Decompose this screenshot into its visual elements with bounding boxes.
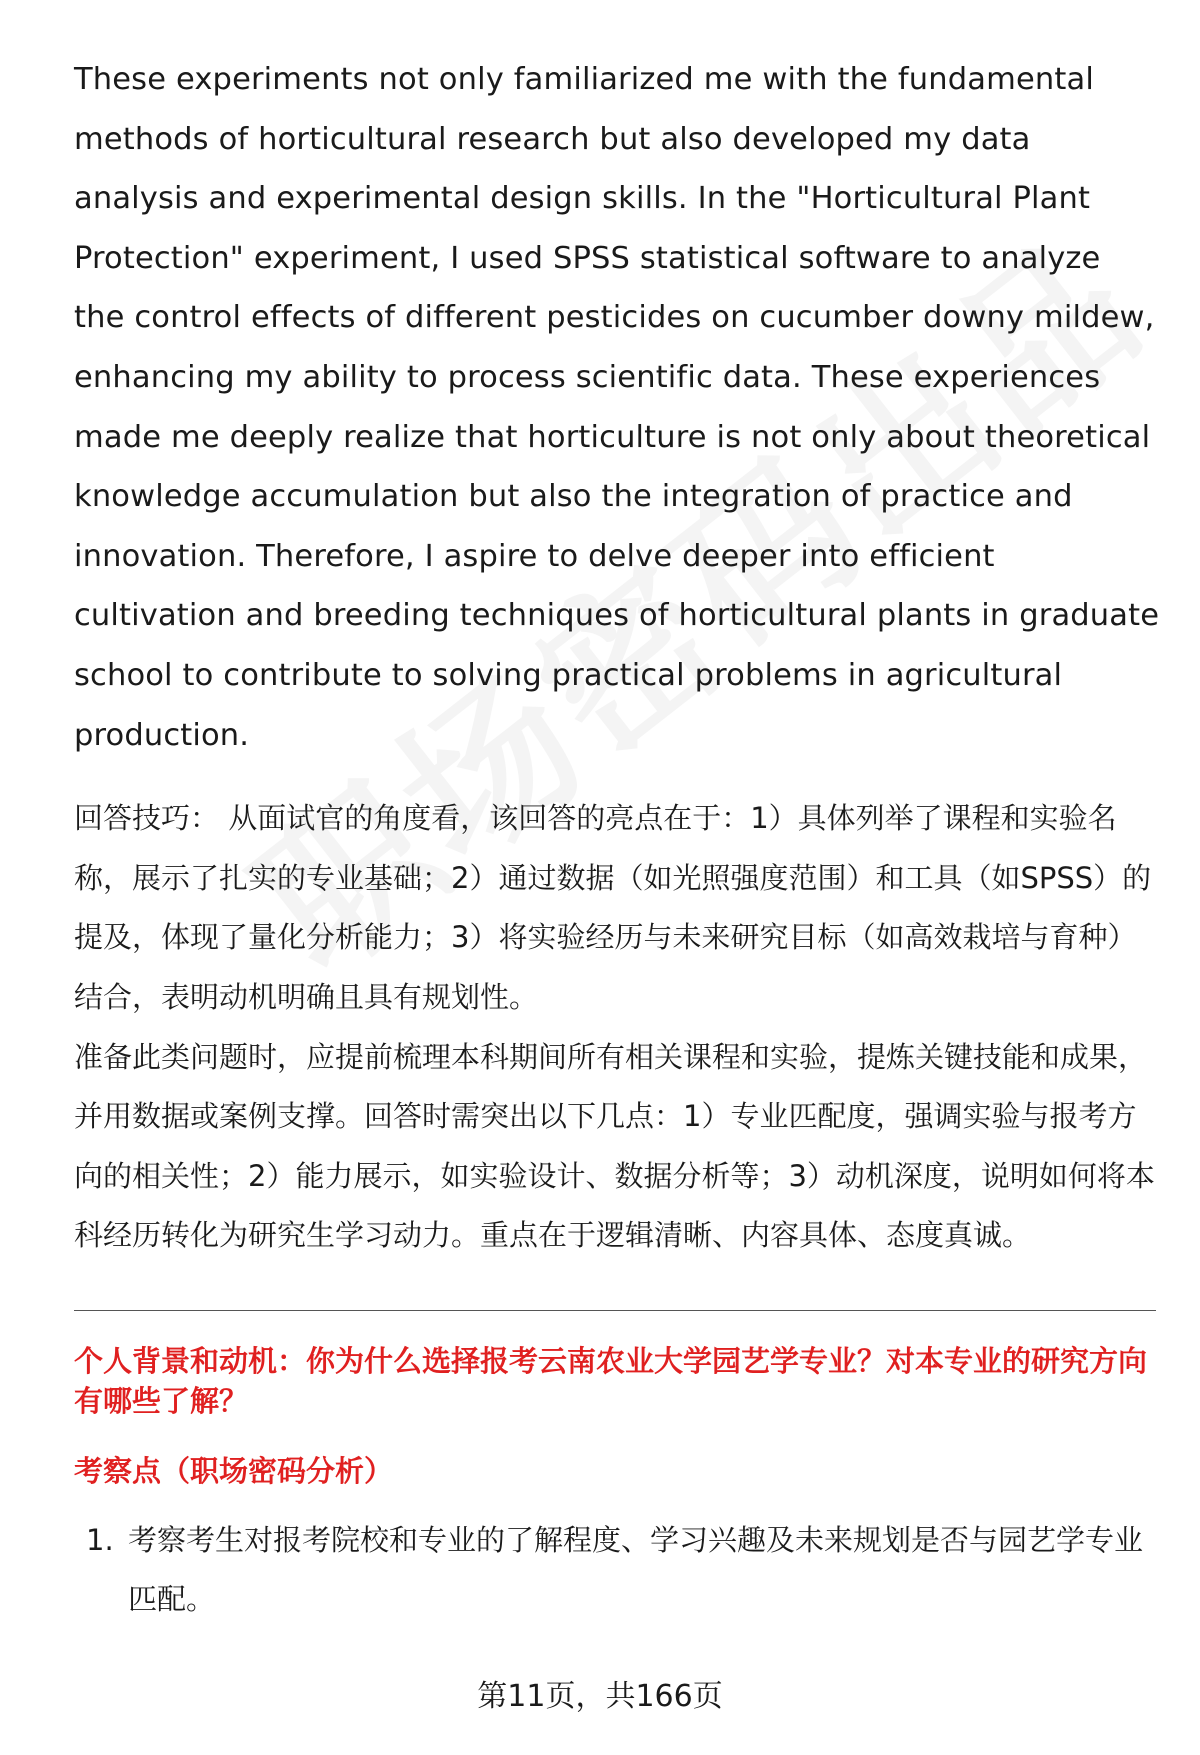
section-divider (74, 1310, 1156, 1311)
assessment-point-list (74, 1511, 1160, 1630)
question-heading: 个人背景和动机：你为什么选择报考云南农业大学园艺学专业？对本专业的研究方向有哪些了解？ (74, 1343, 1148, 1418)
preparation-advice-paragraph: 准备此类问题时，应提前梳理本科期间所有相关课程和实验，提炼关键技能和成果，并用数据或案例支撑。回答时需突出以下几点：1）专业匹配度，强调实验与报考方向的相关性；2）能力展示，如实验设计、数据分析等；3）动机深度，说明如何将本科经历转化为研究生学习动力。重点在于逻辑清晰、内容具体、态度真诚。 (74, 1039, 1155, 1253)
english-paragraph: These experiments not only familiarized me with the fundamental methods of horticultural research but also developed my data analysis and experimental design skills. In the "Horticultural Plant Protection" experiment, I used SPSS statistical software to analyze the control effects of different pesticides on cucumber downy mildew, enhancing my ability to process scientific data. These experiences made me deeply realize that horticulture is not only about theoretical knowledge accumulation but also the integration of practice and innovation. Therefore, I aspire to delve deeper into efficient cultivation and breeding techniques of horticultural plants in graduate school to contribute to solving practical problems in agricultural production. (74, 62, 1160, 753)
assessment-heading: 考察点（职场密码分析） (74, 1453, 394, 1488)
list-item-text: 考察考生对报考院校和专业的了解程度、学习兴趣及未来规划是否与园艺学专业匹配。 (128, 1522, 1144, 1617)
list-item (74, 1511, 1160, 1630)
page-number-footer: 第11页，共166页 (477, 1679, 723, 1714)
list-item-number: 1. (86, 1522, 114, 1557)
answer-tips-paragraph: 回答技巧： 从面试官的角度看，该回答的亮点在于：1）具体列举了课程和实验名称，展示了扎实的专业基础；2）通过数据（如光照强度范围）和工具（如SPSS）的提及，体现了量化分析能力；3）将实验经历与未来研究目标（如高效栽培与育种）结合，表明动机明确且具有规划性。 (74, 801, 1152, 1014)
document-content (74, 50, 1160, 1630)
